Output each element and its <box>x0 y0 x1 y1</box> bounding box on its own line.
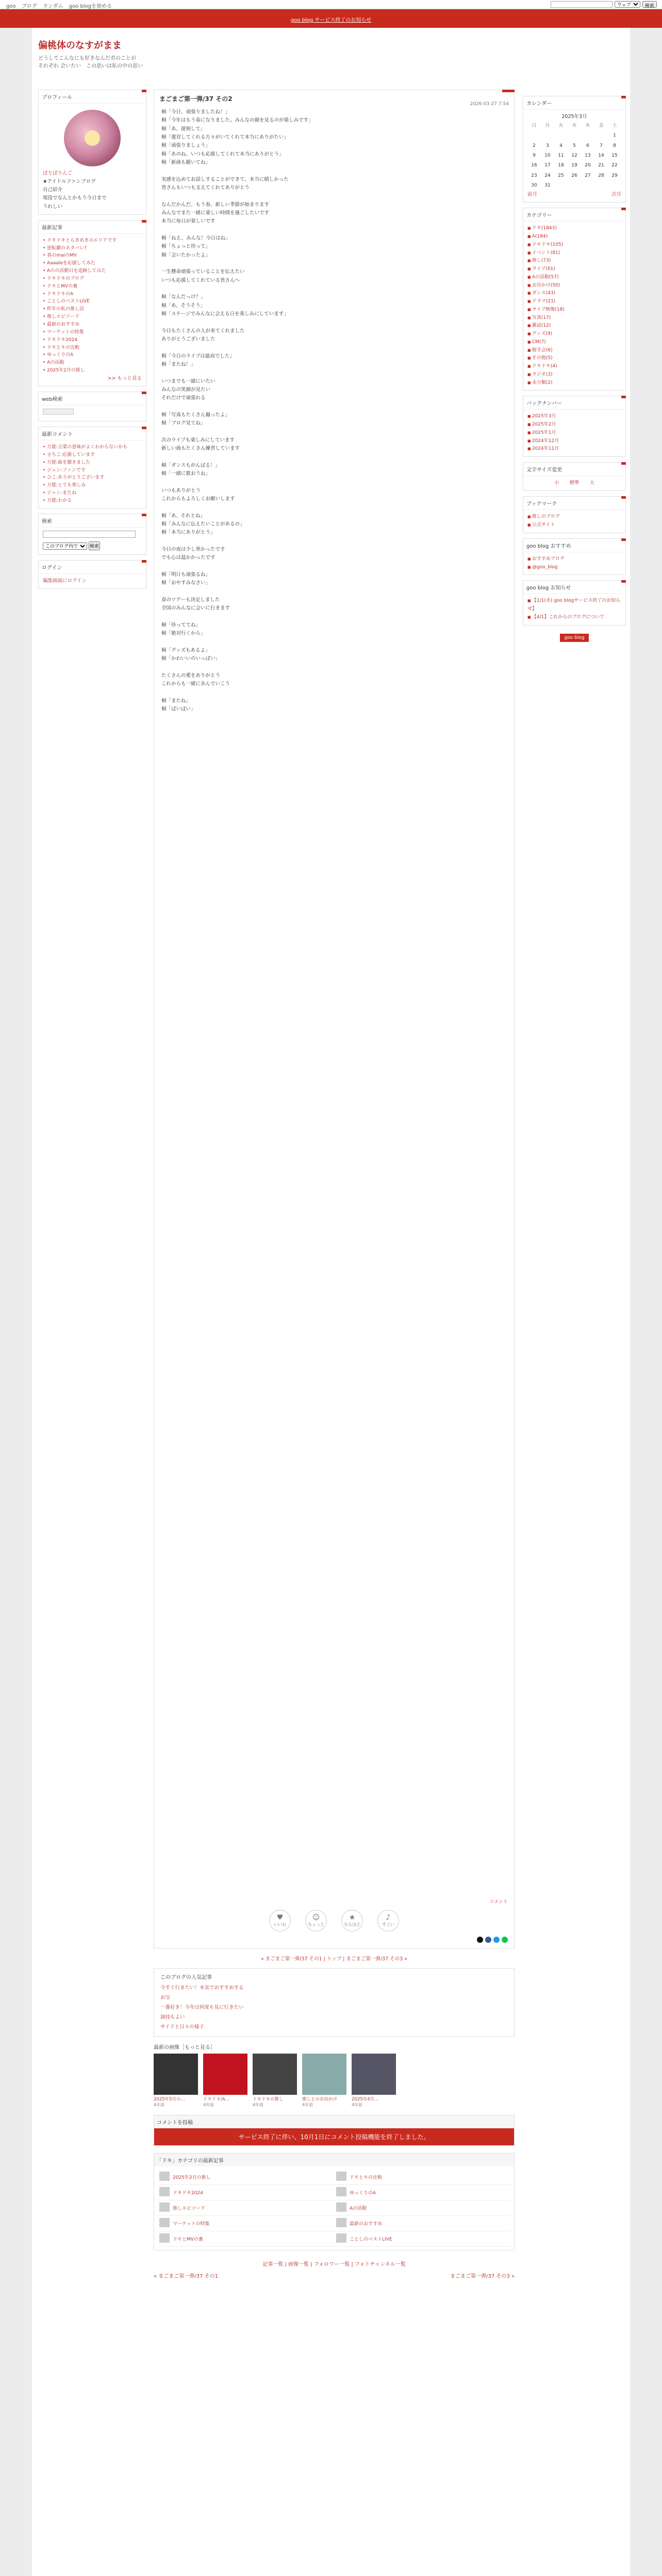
footer-prev-link[interactable]: « まごまご第一弾/37 その1 <box>154 2274 218 2279</box>
category-latest-item[interactable]: 2025年2月の推し <box>157 2170 334 2185</box>
calendar-day[interactable]: 23 <box>531 173 537 178</box>
recent-list <box>39 234 146 386</box>
calendar-day[interactable]: 10 <box>544 153 551 159</box>
article <box>154 90 515 1948</box>
web-search-body <box>39 405 146 421</box>
popular-item[interactable]: 今すぐ行きたい！本気でおすすめする <box>160 1985 244 1991</box>
goo-recommend-item[interactable]: ■ おすすめブログ <box>527 555 621 564</box>
category-item[interactable]: ■ ライブ映像(18) <box>527 306 621 314</box>
calendar-heading: カレンダー <box>523 96 625 110</box>
category-heading: カテゴリー <box>523 208 625 222</box>
bookmark-heading: ブックマーク <box>523 497 625 510</box>
related-heading: 最新の画像［もっと見る］ <box>154 2045 216 2050</box>
calendar-day <box>568 131 581 141</box>
category-item[interactable]: ■ 写真(17) <box>527 314 621 323</box>
popular-item[interactable]: 一番好き！今年は何度も見に行きたい <box>160 2005 244 2010</box>
share-buttons <box>154 1937 514 1948</box>
category-latest-item[interactable]: ドキとMVの裏 <box>157 2231 334 2247</box>
calendar-day[interactable]: 29 <box>611 173 618 178</box>
music-icon: ♪ <box>386 1913 391 1922</box>
category-item[interactable]: ■ ラジオ(3) <box>527 371 621 379</box>
category-item[interactable]: ■ お出かけ(50) <box>527 282 621 290</box>
popular-item[interactable]: 演技もよい <box>160 2014 185 2020</box>
calendar-day[interactable]: 2 <box>533 143 536 148</box>
recent-item[interactable]: • ドキとキの比較 <box>43 344 142 352</box>
category-item[interactable]: ■ ドラマ(21) <box>527 298 621 306</box>
calendar-day[interactable]: 22 <box>611 163 618 168</box>
calendar-next[interactable]: 次月 <box>611 192 621 198</box>
category-item[interactable]: ■ ライブ(61) <box>527 265 621 274</box>
recent-item[interactable]: • ドキドキのA <box>43 291 142 298</box>
web-search-box <box>38 392 146 421</box>
recent-item[interactable]: • 推しエピソード <box>43 313 142 321</box>
goo-recommend-heading: goo blog おすすめ <box>523 539 625 552</box>
calendar-day[interactable]: 25 <box>558 173 564 178</box>
related-item[interactable]: 2025年4月… 4年前 <box>352 2054 396 2108</box>
recent-item[interactable]: • 2025年2月の推し <box>43 367 142 375</box>
comment-post-heading: コメントを投稿 <box>154 2115 514 2128</box>
comment-item[interactable]: • 万能:曲を聴きました <box>43 459 142 467</box>
recent-item[interactable]: • 春のmaiのMV <box>43 252 142 260</box>
backnumber-box <box>523 396 626 457</box>
category-item[interactable]: ■ ドキドキ(4) <box>527 363 621 371</box>
calendar-weekday: 月 <box>545 123 550 129</box>
popular-item[interactable]: お宝 <box>160 1995 171 2001</box>
top-link-start[interactable]: goo blogを始める <box>69 4 112 9</box>
category-item[interactable]: ■ ドキ(1843) <box>527 225 621 233</box>
category-list <box>523 222 625 390</box>
related-thumb[interactable] <box>154 2054 198 2095</box>
bookmark-item[interactable]: ■ 公式サイト <box>527 521 621 530</box>
calendar-day[interactable]: 21 <box>598 163 604 168</box>
bookmark-item[interactable]: ■ 推しのブログ <box>527 513 621 521</box>
calendar-day[interactable]: 1 <box>613 133 616 139</box>
blog-search-box <box>38 514 146 555</box>
goo-news-item[interactable]: ■ 【1/1(水) goo blogサービス終了のお知らせ】 <box>527 597 621 614</box>
article-date: 2026-03-27 7:54 <box>470 101 509 107</box>
goo-news-item[interactable]: ■ 【4/1】これからのブログについて <box>527 614 621 622</box>
backnumber-item[interactable]: ■ 2025年3月 <box>527 413 621 421</box>
service-alert-bar <box>0 9 662 28</box>
recent-item[interactable]: • ドキとMVの裏 <box>43 283 142 291</box>
calendar-day[interactable]: 30 <box>531 182 537 188</box>
recent-item[interactable]: • ゆっくりのA <box>43 351 142 359</box>
heart-icon: ♥ <box>276 1913 284 1922</box>
category-latest-box <box>154 2153 515 2250</box>
calendar-day[interactable]: 16 <box>531 163 537 168</box>
category-item[interactable]: ■ その他(5) <box>527 354 621 363</box>
related-thumb[interactable] <box>302 2054 346 2095</box>
backnumber-item[interactable]: ■ 2024年11月 <box>527 445 621 453</box>
profile-avatar[interactable] <box>64 110 121 166</box>
goo-recommend-box <box>523 538 626 575</box>
calendar-day[interactable]: 9 <box>533 153 536 159</box>
calendar-weekday: 火 <box>558 123 564 129</box>
right-sidebar <box>523 96 626 642</box>
calendar-day[interactable]: 4 <box>559 143 562 148</box>
goo-recommend-item[interactable]: ■ @goo_blog <box>527 564 621 572</box>
top-search-input[interactable] <box>551 1 613 8</box>
calendar-day <box>594 131 608 141</box>
blog-search-button[interactable]: 検索 <box>89 541 100 550</box>
calendar-day <box>527 131 541 141</box>
comments-heading: 最新コメント <box>39 427 146 440</box>
service-alert-link[interactable]: goo blog サービス終了のお知らせ <box>290 18 372 23</box>
comment-item[interactable]: • 万能:とても楽しみ <box>43 482 142 489</box>
category-latest-item[interactable]: ゆっくりのA <box>334 2185 511 2200</box>
related-item[interactable]: 2025年5月の… 4年前 <box>154 2054 198 2108</box>
article-title: まごまご第一弾/37 その2 <box>159 95 233 103</box>
calendar-day[interactable]: 27 <box>585 173 591 178</box>
calendar-weekday: 水 <box>572 123 577 129</box>
category-item[interactable]: ■ A(184) <box>527 233 621 241</box>
top-link-blog[interactable]: ブログ <box>21 4 37 9</box>
recent-item[interactable]: • ことしのベストLIVE <box>43 298 142 306</box>
calendar-day[interactable]: 18 <box>558 163 564 168</box>
recent-item[interactable]: • Aのの活動日を追跡してみた <box>43 267 142 275</box>
calendar-day[interactable]: 31 <box>544 182 551 188</box>
hatena-share-icon[interactable] <box>493 1937 500 1943</box>
category-item[interactable]: ■ ダンス(43) <box>527 290 621 298</box>
reaction-smile-button[interactable]: ☺ ちょっと <box>305 1910 327 1931</box>
font-small-button[interactable]: 小 <box>554 480 559 486</box>
font-standard-button[interactable]: 標準 <box>569 480 580 486</box>
top-links <box>6 2 116 9</box>
calendar-day[interactable]: 26 <box>571 173 577 178</box>
goo-search-logo <box>43 409 74 415</box>
recent-item[interactable]: • Aの活動 <box>43 359 142 367</box>
blog-header <box>38 38 347 70</box>
calendar-day[interactable]: 17 <box>544 163 551 168</box>
article-comment-link[interactable]: コメント <box>489 1900 508 1905</box>
recent-item[interactable]: • 最新のおすすめ <box>43 321 142 329</box>
line-share-icon[interactable] <box>502 1937 508 1943</box>
blog-title[interactable]: 偏桃体のなすがまま <box>38 40 122 51</box>
x-share-icon[interactable] <box>477 1937 483 1943</box>
category-latest-item[interactable]: ことしのベストLIVE <box>334 2231 511 2247</box>
calendar-weekday: 日 <box>532 123 537 129</box>
category-item[interactable]: ■ Aの活動(57) <box>527 274 621 282</box>
recent-box <box>38 220 146 386</box>
calendar-day <box>581 181 594 191</box>
category-item[interactable]: ■ 推し(73) <box>527 257 621 265</box>
backnumber-item[interactable]: ■ 2025年2月 <box>527 421 621 429</box>
backnumber-item[interactable]: ■ 2025年1月 <box>527 429 621 437</box>
goo-news-box <box>523 580 626 625</box>
calendar-table <box>527 121 621 191</box>
reaction-star-button[interactable]: ★ なるほど <box>341 1910 363 1931</box>
login-link[interactable]: 編集画面にログイン <box>43 578 87 584</box>
reaction-buttons <box>154 1905 514 1937</box>
category-latest-item[interactable]: ドキドキ2024 <box>157 2185 334 2200</box>
top-bar <box>0 0 662 9</box>
calendar-day[interactable]: 6 <box>586 143 589 148</box>
category-latest-item[interactable]: 最新のおすすめ <box>334 2216 511 2231</box>
recent-item[interactable]: • ドキドキのブログ <box>43 275 142 283</box>
calendar-day[interactable]: 3 <box>546 143 549 148</box>
comment-item[interactable]: • ジュン:ファンです <box>43 467 142 474</box>
top-search-button[interactable]: 検索 <box>642 1 657 8</box>
comment-item[interactable]: • さちこ:応援しています <box>43 451 142 459</box>
calendar-day[interactable]: 13 <box>585 153 591 159</box>
font-large-button[interactable]: 大 <box>589 480 595 486</box>
comment-item[interactable]: • ひこ:ありがとうございます <box>43 474 142 482</box>
related-images <box>154 2043 515 2108</box>
blog-search-input[interactable] <box>43 531 136 538</box>
category-latest-item[interactable]: 推しエピソード <box>157 2200 334 2216</box>
footer-next-link[interactable]: まごまご第一弾/37 その3 » <box>450 2274 515 2279</box>
calendar-day[interactable]: 7 <box>600 143 603 148</box>
footer-nav[interactable]: 記事一覧 | 画像一覧 | フォロワー一覧 | フォトチャンネル一覧 <box>262 2262 406 2267</box>
calendar-weekday: 金 <box>599 123 604 129</box>
recent-item[interactable]: • Aaaaleを応援してみた <box>43 260 142 267</box>
calendar-day[interactable]: 15 <box>611 153 618 159</box>
related-item[interactable]: ドキドキ/A… 4年前 <box>203 2054 247 2108</box>
profile-box <box>38 90 146 215</box>
star-icon: ★ <box>349 1913 356 1922</box>
calendar-day <box>594 181 608 191</box>
category-item[interactable]: ■ 雑誌(12) <box>527 322 621 330</box>
footer-prevnext <box>154 2272 515 2279</box>
category-item[interactable]: ■ 握手会(6) <box>527 347 621 355</box>
reaction-music-button[interactable]: ♪ すごい <box>377 1910 399 1931</box>
top-search <box>551 1 657 8</box>
popular-item[interactable]: サイドと日々の様子 <box>160 2024 204 2030</box>
comments-box <box>38 427 146 509</box>
main-column <box>154 90 515 2279</box>
calendar-prev[interactable]: 前月 <box>527 192 538 198</box>
calendar-day[interactable]: 20 <box>585 163 591 168</box>
recent-item[interactable]: • 逆転劇のネタバレ? <box>43 245 142 252</box>
comment-item[interactable]: • ジャン:またね <box>43 489 142 497</box>
left-sidebar <box>38 90 146 594</box>
popular-box <box>154 1968 515 2037</box>
bookmark-box <box>523 496 626 533</box>
recent-more-link[interactable]: >> もっと見る <box>107 375 142 381</box>
profile-text: ★アイドルファンブログ 自己紹介 現役でなんとかもう今日まで うれしい <box>43 179 107 210</box>
login-heading: ログイン <box>39 561 146 574</box>
recent-item[interactable]: • ドキドキとらきめきのエリアです <box>43 237 142 245</box>
calendar-day[interactable]: 14 <box>598 153 604 159</box>
recent-item[interactable]: • マーケットの特集 <box>43 329 142 336</box>
calendar-day <box>581 131 594 141</box>
top-link-random[interactable]: ランダム <box>42 4 63 9</box>
category-item[interactable]: ■ イベント(81) <box>527 249 621 258</box>
comments-list <box>39 440 146 508</box>
calendar-day[interactable]: 5 <box>573 143 576 148</box>
category-item[interactable]: ■ ドキドキ(105) <box>527 241 621 249</box>
calendar-day[interactable]: 12 <box>571 153 577 159</box>
calendar-day <box>608 181 621 191</box>
calendar-weekday: 木 <box>585 123 590 129</box>
related-thumb[interactable] <box>352 2054 396 2095</box>
calendar-day[interactable]: 24 <box>544 173 551 178</box>
goo-news-heading: goo blog お知らせ <box>523 581 625 594</box>
calendar-day[interactable]: 8 <box>613 143 616 148</box>
fontsize-heading: 文字サイズ変更 <box>523 463 625 476</box>
calendar-day <box>541 131 554 141</box>
calendar-day[interactable]: 11 <box>558 153 564 159</box>
backnumber-list <box>523 410 625 456</box>
top-search-select[interactable] <box>615 1 640 8</box>
blog-search-select[interactable] <box>43 543 87 550</box>
calendar-day[interactable]: 19 <box>571 163 577 168</box>
profile-name[interactable]: ぼりぼりんご <box>43 171 73 176</box>
top-link-goo[interactable]: goo <box>6 4 16 9</box>
calendar-weekday: 土 <box>612 123 617 129</box>
comment-closed-alert[interactable]: サービス終了に伴い、10月1日にコメント投稿機能を終了しました。 <box>154 2128 514 2145</box>
comment-post-box <box>154 2115 515 2146</box>
calendar-day <box>554 181 568 191</box>
popular-heading: このブログの人気記事 <box>160 1975 212 1980</box>
comment-item[interactable]: • 万能:わかる <box>43 497 142 505</box>
category-item[interactable]: ■ グッズ(9) <box>527 330 621 338</box>
article-pagenav[interactable]: « まごまご第一弾/37 その1 | トップ | まごまご第一弾/37 その3 » <box>260 1956 408 1962</box>
comment-item[interactable]: • 万能:言葉の意味がよくわからないかも <box>43 444 142 451</box>
related-item[interactable]: ドキドキの推し 4年前 <box>253 2054 297 2108</box>
login-box <box>38 560 146 589</box>
reaction-like-button[interactable]: ♥ いいね <box>269 1910 291 1931</box>
recent-item[interactable]: • ドキドキ2024 <box>43 336 142 344</box>
recent-heading: 最新記事 <box>39 221 146 234</box>
page-container <box>32 28 630 2576</box>
backnumber-heading: バックナンバー <box>523 396 625 410</box>
backnumber-item[interactable]: ■ 2024年12月 <box>527 437 621 446</box>
category-latest-item[interactable]: Aの活動 <box>334 2200 511 2216</box>
category-latest-item[interactable]: マーケットの特集 <box>157 2216 334 2231</box>
category-latest-heading: 「ドキ」カテゴリの最新記事 <box>154 2154 514 2166</box>
facebook-share-icon[interactable] <box>485 1937 491 1943</box>
recent-item[interactable]: • 昨年の私の推し活 <box>43 306 142 313</box>
profile-heading: プロフィール <box>39 90 146 104</box>
calendar-day[interactable]: 28 <box>598 173 604 178</box>
related-thumb[interactable] <box>203 2054 247 2095</box>
blog-description: どうしてこんなにも好きなんだ君のことが それぞれ 会いたい この思いは私の中の思い <box>38 56 143 69</box>
calendar-day <box>554 131 568 141</box>
web-search-heading: web検索 <box>39 392 146 405</box>
article-body: 桐「今日、頑張りましたね！」 桐「今年はもう春になりました。みんなの顔を見るのが楽しみです」 桐「あ、遅刻して」 桐「運営してくれる方々がいてくれて本当にありがたい」 桐「頑張りましょう」 桐「あのね、いつも応援してくれて本当にありがとう」 桐「新曲も聴いてね」 実感を込めてお話しすることができて、本当に嬉しかった 皆さんもいつも支えてくれてありがとう なんだかんだ、もう春、新しい季節が始まります みんなでまた一緒に楽しい時間を過ごしたいです 本当に毎日が楽しいです 桐「ねえ、みんな！今日はね」 桐「ちょっと待って」 桐「会いたかったよ」 一生懸命頑張っていることを伝えたい いつも応援してくれている皆さんへ 桐「なんだっけ？」 桐「あ、そうそう」 桐「ステージでみんなに会える日を楽しみにしています」 今日もたくさんの人が来てくれました ありがとうございました 桐「今日のライブは最高でした」 桐「またね！」 いつまでも一緒にいたい みんなの笑顔が見たい それだけで頑張れる 桐「写真もたくさん撮ったよ」 桐「ブログ見てね」 次のライブも楽しみにしています 新しい曲もたくさん練習しています 桐「ダンスもがんばる！」 桐「一緒に歌おうね」 いつもありがとう これからもよろしくお願いします 桐「あ、それとね」 桐「みんなに伝えたいことがあるの」 桐「本当にありがとう」 今日の夜は少し寒かったです でも心は温かかったです 桐「明日も頑張るね」 桐「おやすみなさい」 春のツアーも決定しました 全国のみんなに会いに行きます 桐「待っててね」 桐「絶対行くから」 桐「グッズもあるよ」 桐「かわいいのいっぱい」 たくさんの愛をありがとう これからも一緒に歩んでいこう 桐「またね」 桐「ばいばい」 <box>161 109 313 713</box>
calendar-box <box>523 96 626 202</box>
category-latest-item[interactable]: ドキとキの比較 <box>334 2170 511 2185</box>
goo-blog-badge[interactable]: goo blog <box>560 634 588 642</box>
category-box <box>523 208 626 391</box>
fontsize-box <box>523 462 626 491</box>
category-item[interactable]: ■ 未分類(2) <box>527 379 621 387</box>
category-item[interactable]: ■ CM(7) <box>527 338 621 347</box>
related-thumb[interactable] <box>253 2054 297 2095</box>
smile-icon: ☺ <box>312 1913 320 1922</box>
calendar-day <box>568 181 581 191</box>
blog-search-heading: 検索 <box>39 514 146 528</box>
calendar-month: 2025年3月 <box>561 114 587 120</box>
related-item[interactable]: 推しとのお出かけ 4年前 <box>302 2054 346 2108</box>
